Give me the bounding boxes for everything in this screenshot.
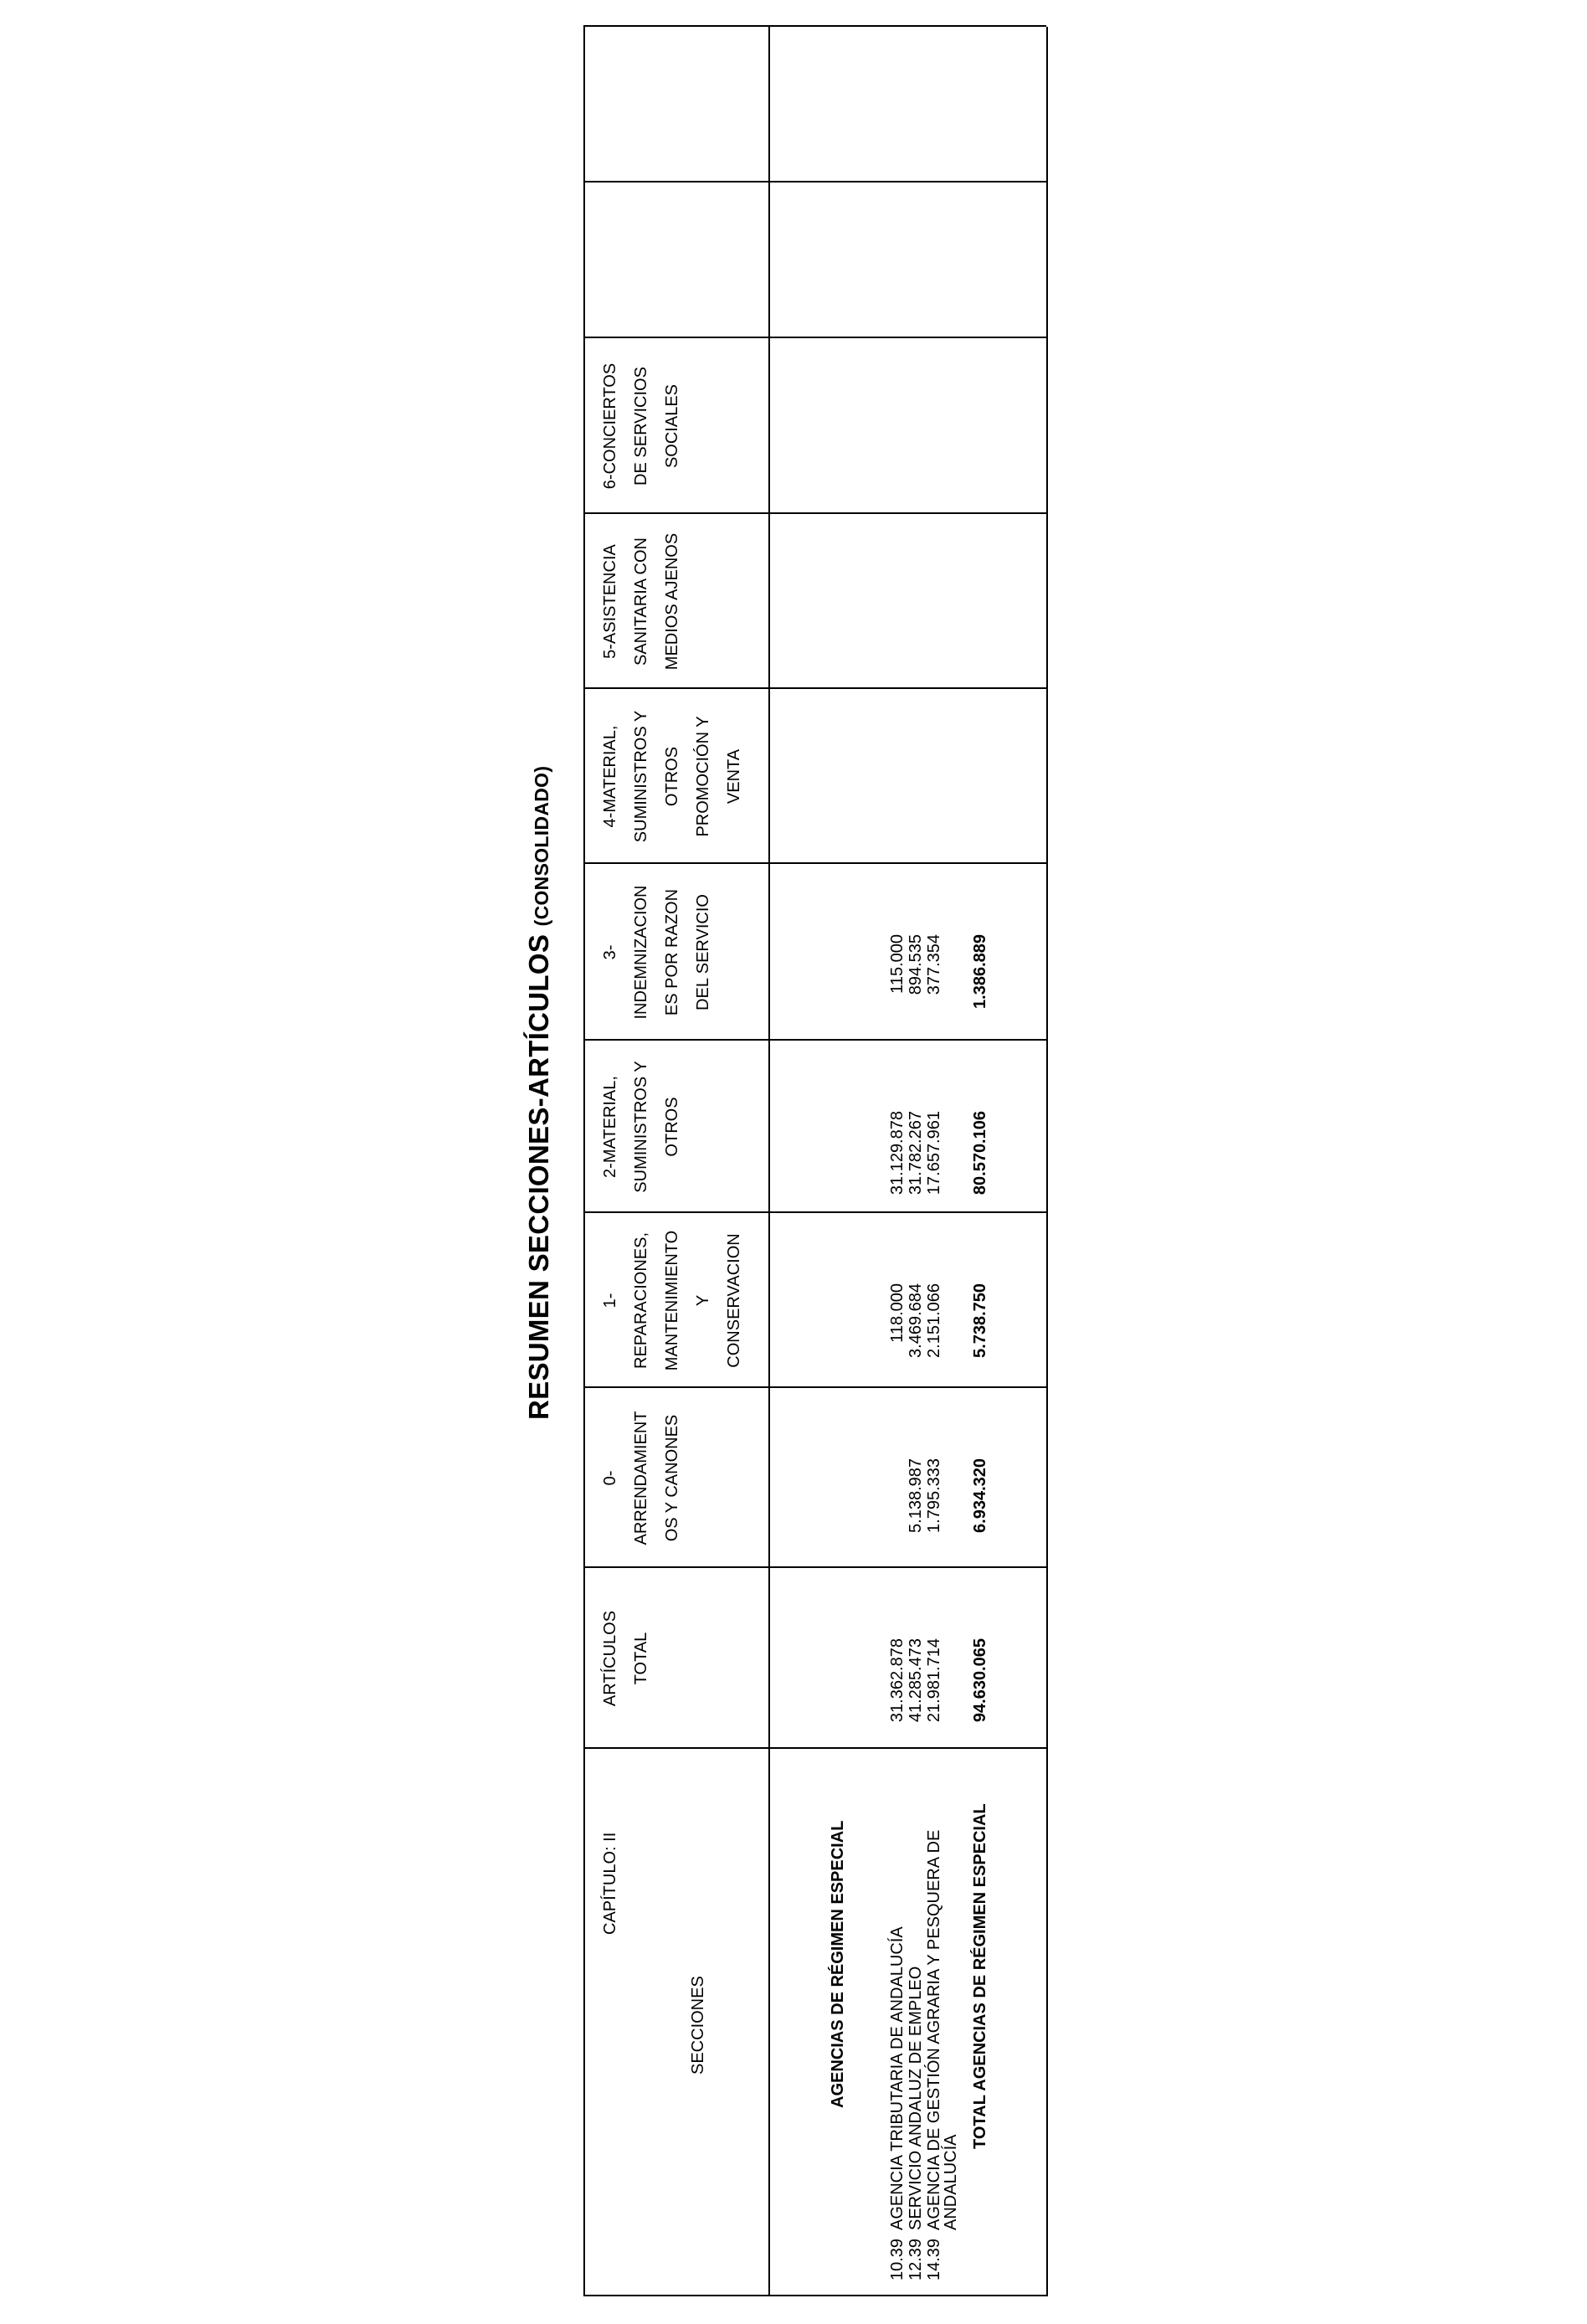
column-header-line: 6-CONCIERTOS xyxy=(601,362,619,490)
capitulo-label: CAPÍTULO: II xyxy=(601,1832,619,1935)
row-value-total: 31.362.878 xyxy=(888,1638,906,1723)
column-header-line: 4-MATERIAL, xyxy=(601,725,619,828)
column-header-line: 0- xyxy=(601,1470,619,1486)
row-value-total: 41.285.473 xyxy=(906,1638,925,1723)
title-main: RESUMEN SECCIONES-ARTÍCULOS xyxy=(523,933,554,1420)
header-divider xyxy=(768,27,770,2296)
column-header-line: VENTA xyxy=(725,748,743,805)
row-value-art3: 894.535 xyxy=(906,934,925,995)
table-border-bottom xyxy=(1046,27,1048,2296)
column-header-line: ARRENDAMIENT xyxy=(632,1411,650,1545)
row-value-art0: 1.795.333 xyxy=(925,1458,943,1533)
totals-label: TOTAL AGENCIAS DE RÉGIMEN ESPECIAL xyxy=(971,1803,989,2149)
column-header-line: 1- xyxy=(601,1293,619,1309)
column-header-line: REPARACIONES, xyxy=(632,1232,650,1369)
column-header-line: INDEMNIZACION xyxy=(632,885,650,1020)
column-header-line: SANITARIA CON xyxy=(632,537,650,666)
column-header-line: MEDIOS AJENOS xyxy=(663,532,681,671)
column-header-line: DE SERVICIOS xyxy=(632,367,650,486)
total-value-total: 94.630.065 xyxy=(971,1638,989,1723)
column-divider xyxy=(583,687,1046,689)
row-value-art1: 3.469.684 xyxy=(906,1283,925,1358)
column-header-line: CONSERVACION xyxy=(725,1233,743,1368)
column-header-line: 3- xyxy=(601,944,619,960)
row-name: AGENCIA TRIBUTARIA DE ANDALUCÍA xyxy=(888,1926,906,2230)
row-value-art2: 31.782.267 xyxy=(906,1111,925,1195)
column-header-line: TOTAL xyxy=(632,1632,650,1685)
column-divider xyxy=(583,512,1046,514)
column-divider xyxy=(583,25,1046,27)
column-header-line: ARTÍCULOS xyxy=(601,1610,619,1707)
column-header-line: PROMOCIÓN Y xyxy=(694,716,712,837)
secciones-label: SECCIONES xyxy=(689,1976,707,2075)
total-value-art0: 6.934.320 xyxy=(971,1458,989,1533)
column-header-line: OTROS xyxy=(663,746,681,807)
column-header-line: SOCIALES xyxy=(663,383,681,469)
row-code: 10.39 xyxy=(888,2238,906,2280)
total-value-art1: 5.738.750 xyxy=(971,1283,989,1358)
row-value-art3: 377.354 xyxy=(925,934,943,995)
row-name: ANDALUCÍA xyxy=(942,2134,960,2230)
column-divider xyxy=(583,2295,1046,2296)
row-value-art3: 115.000 xyxy=(888,934,906,994)
page-title xyxy=(523,766,555,1420)
row-name: AGENCIA DE GESTIÓN AGRARIA Y PESQUERA DE xyxy=(925,1829,943,2230)
column-header-line: OS Y CANONES xyxy=(663,1414,681,1542)
table-border-top xyxy=(583,27,585,2296)
group-title: AGENCIAS DE RÉGIMEN ESPECIAL xyxy=(829,1820,847,2108)
row-value-art2: 17.657.961 xyxy=(925,1111,943,1195)
column-header-line: SUMINISTROS Y xyxy=(632,710,650,843)
title-suffix: (CONSOLIDADO) xyxy=(531,765,552,927)
column-header-line: ES POR RAZON xyxy=(663,888,681,1016)
column-header-line: DEL SERVICIO xyxy=(694,894,712,1010)
column-header-line: SUMINISTROS Y xyxy=(632,1061,650,1193)
column-divider xyxy=(583,862,1046,864)
row-value-art1: 2.151.066 xyxy=(925,1283,943,1358)
total-value-art2: 80.570.106 xyxy=(971,1111,989,1195)
column-header-line: 2-MATERIAL, xyxy=(601,1076,619,1178)
column-header-line: MANTENIMIENTO xyxy=(663,1230,681,1371)
row-code: 14.39 xyxy=(925,2238,943,2280)
column-divider xyxy=(583,181,1046,183)
column-header-line: Y xyxy=(694,1294,712,1307)
column-header-line: OTROS xyxy=(663,1097,681,1157)
row-value-art1: 118.000 xyxy=(888,1283,906,1343)
row-code: 12.39 xyxy=(906,2238,925,2280)
row-value-art0: 5.138.987 xyxy=(906,1458,925,1533)
column-header-line: 5-ASISTENCIA xyxy=(601,544,619,659)
row-value-art2: 31.129.878 xyxy=(888,1111,906,1195)
column-divider xyxy=(583,337,1046,338)
row-name: SERVICIO ANDALUZ DE EMPLEO xyxy=(906,1966,925,2230)
row-value-total: 21.981.714 xyxy=(925,1638,943,1723)
total-value-art3: 1.386.889 xyxy=(971,934,989,1009)
